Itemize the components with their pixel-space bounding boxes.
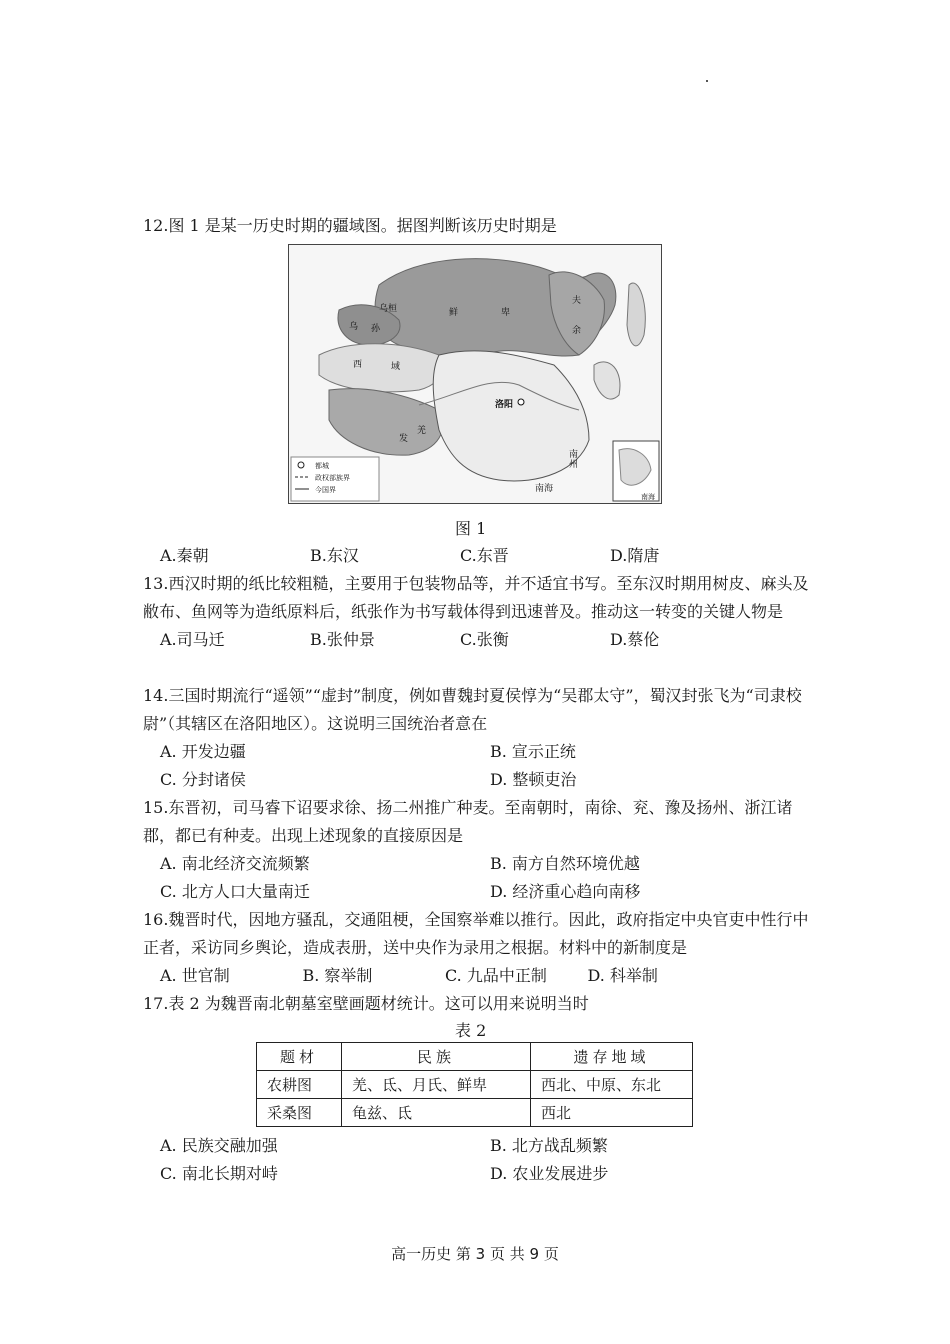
question-stem: 15.东晋初，司马睿下诏要求徐、扬二州推广种麦。至南朝时，南徐、兖、豫及扬州、浙江诸郡，都已有种麦。出现上述现象的直接原因是 [143,798,793,845]
option-b[interactable]: B. 北方战乱频繁 [490,1136,608,1155]
page-footer: 高一历史 第 3 页 共 9 页 [391,1245,559,1263]
option-c[interactable]: C. 分封诸侯 [160,770,246,789]
options-grid [160,1132,823,1188]
option-a[interactable]: A.司马迁 [160,630,225,649]
options-row [160,962,730,990]
question-17 [143,990,823,1018]
territory-map [289,245,661,503]
map-label-wuhuan: 乌桓 [379,304,398,314]
question-stem: 13.西汉时期的纸比较粗糙，主要用于包装物品等，并不适宜书写。至东汉时期用树皮、麻头及敝布、鱼网等为造纸原料后，纸张作为书写载体得到迅速普及。推动这一转变的关键人物是 [143,574,809,621]
table-header-row [257,1043,693,1071]
option-d[interactable]: D. 经济重心趋向南移 [490,882,641,901]
option-a[interactable]: A. 南北经济交流频繁 [160,854,310,873]
question-stem: 14.三国时期流行“遥领”“虚封”制度，例如曹魏封夏侯惇为“吴郡太守”，蜀汉封张飞为“司隶校尉”（其辖区在洛阳地区）。这说明三国统治者意在 [143,686,802,733]
map-label-qiang-1: 发 [399,434,409,444]
option-b[interactable]: B. 察举制 [302,966,373,985]
options-grid [160,738,823,794]
option-b[interactable]: B.东汉 [310,546,359,565]
legend-national-border: 今国界 [315,486,336,494]
question-12 [143,212,823,240]
option-c[interactable]: C.张衡 [460,630,509,649]
option-b[interactable]: B.张仲景 [310,630,375,649]
map-label-xiyu-1: 西 [353,360,363,370]
map-label-wusun-2: 孙 [371,324,381,334]
map-label-east-2: 州 [569,460,579,470]
table-row [257,1099,693,1127]
option-a[interactable]: A.秦朝 [160,546,209,565]
map-label-xianbei-2: 卑 [501,308,511,318]
option-d[interactable]: D.隋唐 [610,546,660,565]
table-cell: 采桑图 [257,1099,342,1127]
question-16 [143,906,823,990]
option-c[interactable]: C.东晋 [460,546,509,565]
header-cell: 题材 [257,1043,342,1071]
option-a[interactable]: A. 世官制 [160,966,230,985]
question-stem: 16.魏晋时代，因地方骚乱，交通阻梗，全国察举难以推行。因此，政府指定中央官吏中性行中正者，采访同乡舆论，造成表册，送中央作为录用之根据。材料中的新制度是 [143,910,809,957]
table-cell: 农耕图 [257,1071,342,1099]
question-stem: 17.表 2 为魏晋南北朝墓室壁画题材统计。这可以用来说明当时 [143,994,589,1013]
option-d[interactable]: D.蔡伦 [610,630,660,649]
legend-capital: 都城 [315,462,329,470]
table-cell: 龟兹、氐 [342,1099,531,1127]
map-label-capital: 洛阳 [495,400,514,410]
figure-1-caption: 图 1 [455,519,487,538]
table-cell: 西北 [531,1099,693,1127]
map-label-fuyu-2: 余 [572,326,582,336]
figure-1-map [288,244,662,504]
table-cell: 西北、中原、东北 [531,1071,693,1099]
option-d[interactable]: D. 科举制 [587,966,658,985]
header-cell: 民族 [342,1043,531,1071]
map-label-east: 南 [569,450,579,460]
question-17-options [143,1132,823,1188]
question-15 [143,794,823,906]
options-row [160,542,760,570]
map-label-qiang-2: 羌 [417,426,427,436]
map-inset-label: 南海 [641,493,655,501]
map-label-xiyu-2: 域 [391,362,401,372]
scan-speck [706,80,708,82]
map-label-nanhai: 南海 [535,484,554,494]
option-d[interactable]: D. 农业发展进步 [490,1164,609,1183]
option-a[interactable]: A. 开发边疆 [160,742,246,761]
question-14 [143,682,823,794]
question-13 [143,570,823,654]
option-d[interactable]: D. 整顿吏治 [490,770,577,789]
option-c[interactable]: C. 九品中正制 [445,966,547,985]
header-cell: 遗存地域 [531,1043,693,1071]
table-2 [256,1042,693,1127]
option-b[interactable]: B. 宣示正统 [490,742,576,761]
option-c[interactable]: C. 北方人口大量南迁 [160,882,310,901]
legend-border: 政权部族界 [315,474,350,482]
option-c[interactable]: C. 南北长期对峙 [160,1164,278,1183]
question-12-options [143,542,823,570]
map-label-wusun-1: 乌 [349,322,359,332]
option-a[interactable]: A. 民族交融加强 [160,1136,278,1155]
option-b[interactable]: B. 南方自然环境优越 [490,854,640,873]
map-label-xianbei-1: 鲜 [449,308,459,318]
question-stem: 12.图 1 是某一历史时期的疆域图。据图判断该历史时期是 [143,216,557,235]
map-label-fuyu-1: 夫 [572,296,582,306]
options-row [160,626,760,654]
table-2-caption: 表 2 [455,1021,487,1040]
table-cell: 羌、氐、月氏、鲜卑 [342,1071,531,1099]
options-grid [160,850,823,906]
table-row [257,1071,693,1099]
